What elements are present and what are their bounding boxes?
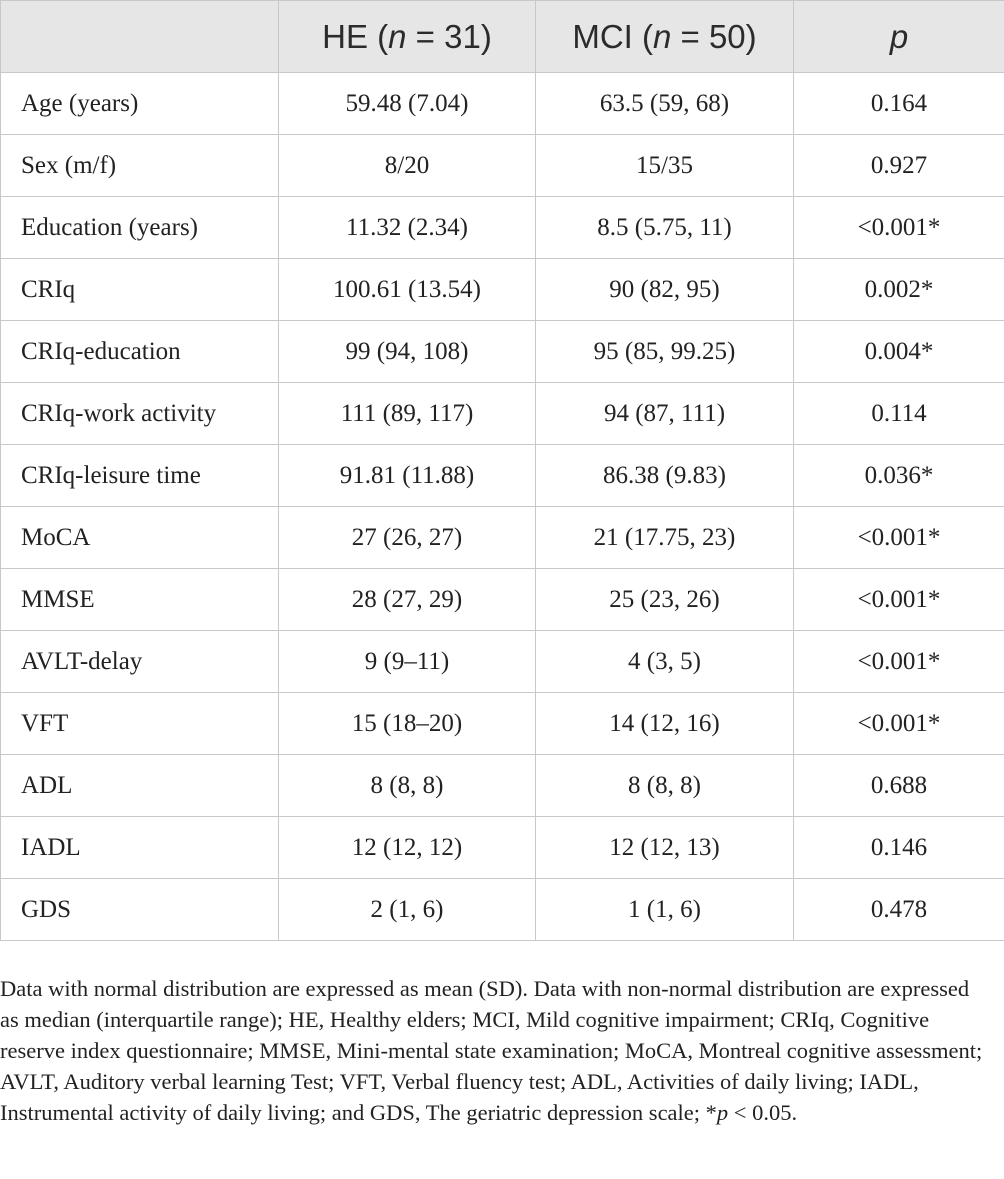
cell-variable: Age (years)	[1, 73, 279, 135]
cell-he: 99 (94, 108)	[279, 321, 536, 383]
footnote-text: Data with normal distribution are expressed as mean (SD). Data with non-normal distribution are expressed as median (interquartile range); HE, Healthy elders; MCI, Mild cognitive impairment; CRIq, Cognitive reserve index questionnaire; MMSE, Mini-mental state examination; MoCA, Montreal cognitive assessment; AVLT, Auditory verbal learning Test; VFT, Verbal fluency test; ADL, Activities of daily living; IADL, Instrumental activity of daily living; and GDS, The geriatric depression scale; *	[0, 975, 983, 1125]
table-row	[1, 817, 1004, 879]
table-row	[1, 879, 1004, 941]
table-row	[1, 445, 1004, 507]
cell-variable: GDS	[1, 879, 279, 941]
cell-variable: MoCA	[1, 507, 279, 569]
cell-he: 12 (12, 12)	[279, 817, 536, 879]
cell-he: 11.32 (2.34)	[279, 197, 536, 259]
cell-p: 0.036*	[794, 445, 1004, 507]
cell-p: 0.002*	[794, 259, 1004, 321]
cell-mci: 1 (1, 6)	[536, 879, 794, 941]
header-he-suffix: = 31)	[406, 17, 492, 55]
header-p-label: p	[889, 17, 909, 55]
cell-mci: 4 (3, 5)	[536, 631, 794, 693]
cell-p: 0.688	[794, 755, 1004, 817]
cell-variable: IADL	[1, 817, 279, 879]
cell-he: 100.61 (13.54)	[279, 259, 536, 321]
cell-he: 28 (27, 29)	[279, 569, 536, 631]
table-row	[1, 259, 1004, 321]
cell-variable: Sex (m/f)	[1, 135, 279, 197]
cell-mci: 21 (17.75, 23)	[536, 507, 794, 569]
table-row	[1, 383, 1004, 445]
table-row	[1, 755, 1004, 817]
header-p	[794, 1, 1004, 73]
header-mci	[536, 1, 794, 73]
table-row	[1, 507, 1004, 569]
cell-p: <0.001*	[794, 569, 1004, 631]
cell-variable: CRIq-work activity	[1, 383, 279, 445]
header-he-n: n	[388, 17, 407, 55]
cell-p: <0.001*	[794, 507, 1004, 569]
cell-p: 0.927	[794, 135, 1004, 197]
cell-mci: 15/35	[536, 135, 794, 197]
table-footnote	[0, 973, 990, 1128]
cell-he: 8/20	[279, 135, 536, 197]
header-he	[279, 1, 536, 73]
table-row	[1, 321, 1004, 383]
cell-variable: Education (years)	[1, 197, 279, 259]
cell-p: 0.146	[794, 817, 1004, 879]
cell-he: 27 (26, 27)	[279, 507, 536, 569]
header-mci-suffix: = 50)	[671, 17, 757, 55]
footnote-threshold: < 0.05.	[728, 1099, 798, 1125]
header-he-prefix: HE (	[322, 17, 389, 55]
cell-he: 59.48 (7.04)	[279, 73, 536, 135]
cell-variable: MMSE	[1, 569, 279, 631]
cell-p: 0.114	[794, 383, 1004, 445]
cell-he: 2 (1, 6)	[279, 879, 536, 941]
cell-variable: VFT	[1, 693, 279, 755]
cell-mci: 25 (23, 26)	[536, 569, 794, 631]
table-row	[1, 135, 1004, 197]
cell-he: 15 (18–20)	[279, 693, 536, 755]
cell-mci: 8 (8, 8)	[536, 755, 794, 817]
cell-mci: 86.38 (9.83)	[536, 445, 794, 507]
footnote-p-symbol: p	[716, 1099, 729, 1125]
table-row	[1, 569, 1004, 631]
cell-he: 111 (89, 117)	[279, 383, 536, 445]
table-row	[1, 631, 1004, 693]
cell-mci: 8.5 (5.75, 11)	[536, 197, 794, 259]
cell-p: 0.164	[794, 73, 1004, 135]
header-variable	[1, 1, 279, 73]
cell-variable: CRIq	[1, 259, 279, 321]
cell-variable: ADL	[1, 755, 279, 817]
cell-p: <0.001*	[794, 197, 1004, 259]
cell-p: <0.001*	[794, 631, 1004, 693]
cell-p: 0.004*	[794, 321, 1004, 383]
cell-variable: CRIq-education	[1, 321, 279, 383]
cell-he: 8 (8, 8)	[279, 755, 536, 817]
cell-mci: 63.5 (59, 68)	[536, 73, 794, 135]
cell-mci: 12 (12, 13)	[536, 817, 794, 879]
table-row	[1, 693, 1004, 755]
cell-he: 9 (9–11)	[279, 631, 536, 693]
cell-mci: 95 (85, 99.25)	[536, 321, 794, 383]
cell-p: <0.001*	[794, 693, 1004, 755]
cell-mci: 94 (87, 111)	[536, 383, 794, 445]
cell-variable: CRIq-leisure time	[1, 445, 279, 507]
cell-he: 91.81 (11.88)	[279, 445, 536, 507]
table-header-row	[1, 1, 1004, 73]
header-mci-prefix: MCI (	[572, 17, 653, 55]
table-row	[1, 73, 1004, 135]
cell-mci: 14 (12, 16)	[536, 693, 794, 755]
cell-variable: AVLT-delay	[1, 631, 279, 693]
cell-p: 0.478	[794, 879, 1004, 941]
cell-mci: 90 (82, 95)	[536, 259, 794, 321]
table-row	[1, 197, 1004, 259]
header-mci-n: n	[652, 17, 672, 55]
